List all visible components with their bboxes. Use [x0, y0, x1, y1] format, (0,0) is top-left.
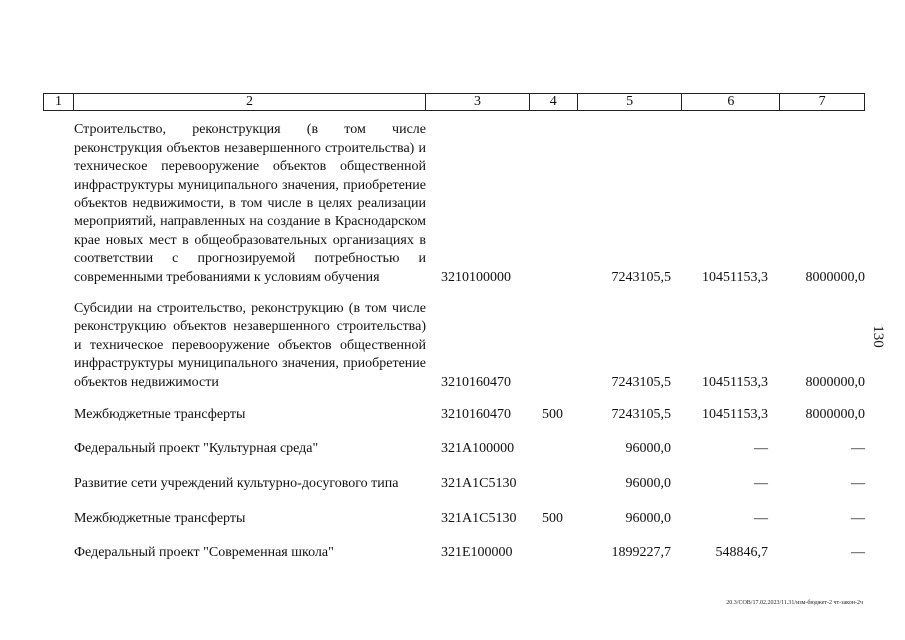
row-sum-3: — [851, 510, 865, 526]
table-row [74, 438, 865, 458]
row-sum-2: — [754, 510, 768, 526]
table-row [74, 111, 865, 287]
header-col-6: 6 [682, 94, 780, 110]
row-sum-1: 96000,0 [625, 475, 671, 491]
row-sum-2: 10451153,3 [702, 406, 768, 422]
row-sum-1: 96000,0 [625, 440, 671, 456]
table-header-row [43, 93, 865, 111]
row-code: 3210160470 [441, 406, 511, 422]
header-col-5: 5 [578, 94, 683, 110]
row-code: 321A1C5130 [441, 510, 517, 526]
row-sum-2: — [754, 440, 768, 456]
row-sum-1: 7243105,5 [611, 269, 671, 285]
row-name: Федеральный проект "Современная школа" [74, 544, 334, 560]
footer-document-code: 20.3/СОВ/17.02.2023/11.31/изм-бюджет-2 чт-закон-2ч [726, 600, 863, 606]
header-col-4: 4 [530, 94, 578, 110]
row-sum-2: — [754, 475, 768, 491]
row-name: Федеральный проект "Культурная среда" [74, 440, 319, 456]
row-sum-3: 8000000,0 [805, 374, 865, 390]
row-sum-3: — [851, 475, 865, 491]
header-col-2: 2 [74, 94, 426, 110]
row-name: Субсидии на строительство, реконструкцию (в том числе реконструкцию объектов незавершенного строительства) и техническое перевооружение объектов общественной инфраструктуры муниципального значения, приобретение объектов недвижимости [74, 300, 426, 390]
row-sum-1: 1899227,7 [611, 544, 671, 560]
table-row [74, 542, 865, 562]
row-type: 500 [542, 510, 563, 526]
row-sum-2: 548846,7 [715, 544, 768, 560]
row-sum-1: 96000,0 [625, 510, 671, 526]
row-sum-3: 8000000,0 [805, 406, 865, 422]
row-code: 321A100000 [441, 440, 515, 456]
table-row [74, 508, 865, 528]
row-sum-1: 7243105,5 [611, 374, 671, 390]
table-row [74, 300, 865, 392]
row-sum-3: — [851, 544, 865, 560]
row-code: 321A1C5130 [441, 475, 517, 491]
row-sum-1: 7243105,5 [611, 406, 671, 422]
row-sum-3: — [851, 440, 865, 456]
table-row [74, 404, 865, 424]
row-code: 321E100000 [441, 544, 513, 560]
header-col-7: 7 [818, 94, 826, 109]
row-name: Межбюджетные трансферты [74, 510, 246, 526]
row-name: Развитие сети учреждений культурно-досугового типа [74, 475, 399, 491]
row-sum-2: 10451153,3 [702, 269, 768, 285]
page-number: 130 [869, 325, 886, 348]
row-code: 3210160470 [441, 374, 511, 390]
row-sum-2: 10451153,3 [702, 374, 768, 390]
row-type: 500 [542, 406, 563, 422]
row-name: Строительство, реконструкция (в том числе реконструкция объектов незавершенного строительства) и техническое перевооружение объектов общественной инфраструктуры муниципального значения, приобретение объектов недвижимости, в том числе в целях реализации мероприятий, направленных на создание в Краснодарском крае новых мест в общеобразовательных организациях в соответствии с прогнозируемой потребностью и современными требованиями к условиям обучения [74, 122, 426, 285]
table-row [74, 473, 865, 493]
header-col-1: 1 [44, 94, 74, 110]
row-sum-3: 8000000,0 [805, 269, 865, 285]
header-col-3: 3 [426, 94, 530, 110]
row-name: Межбюджетные трансферты [74, 406, 246, 422]
row-code: 3210100000 [441, 269, 511, 285]
